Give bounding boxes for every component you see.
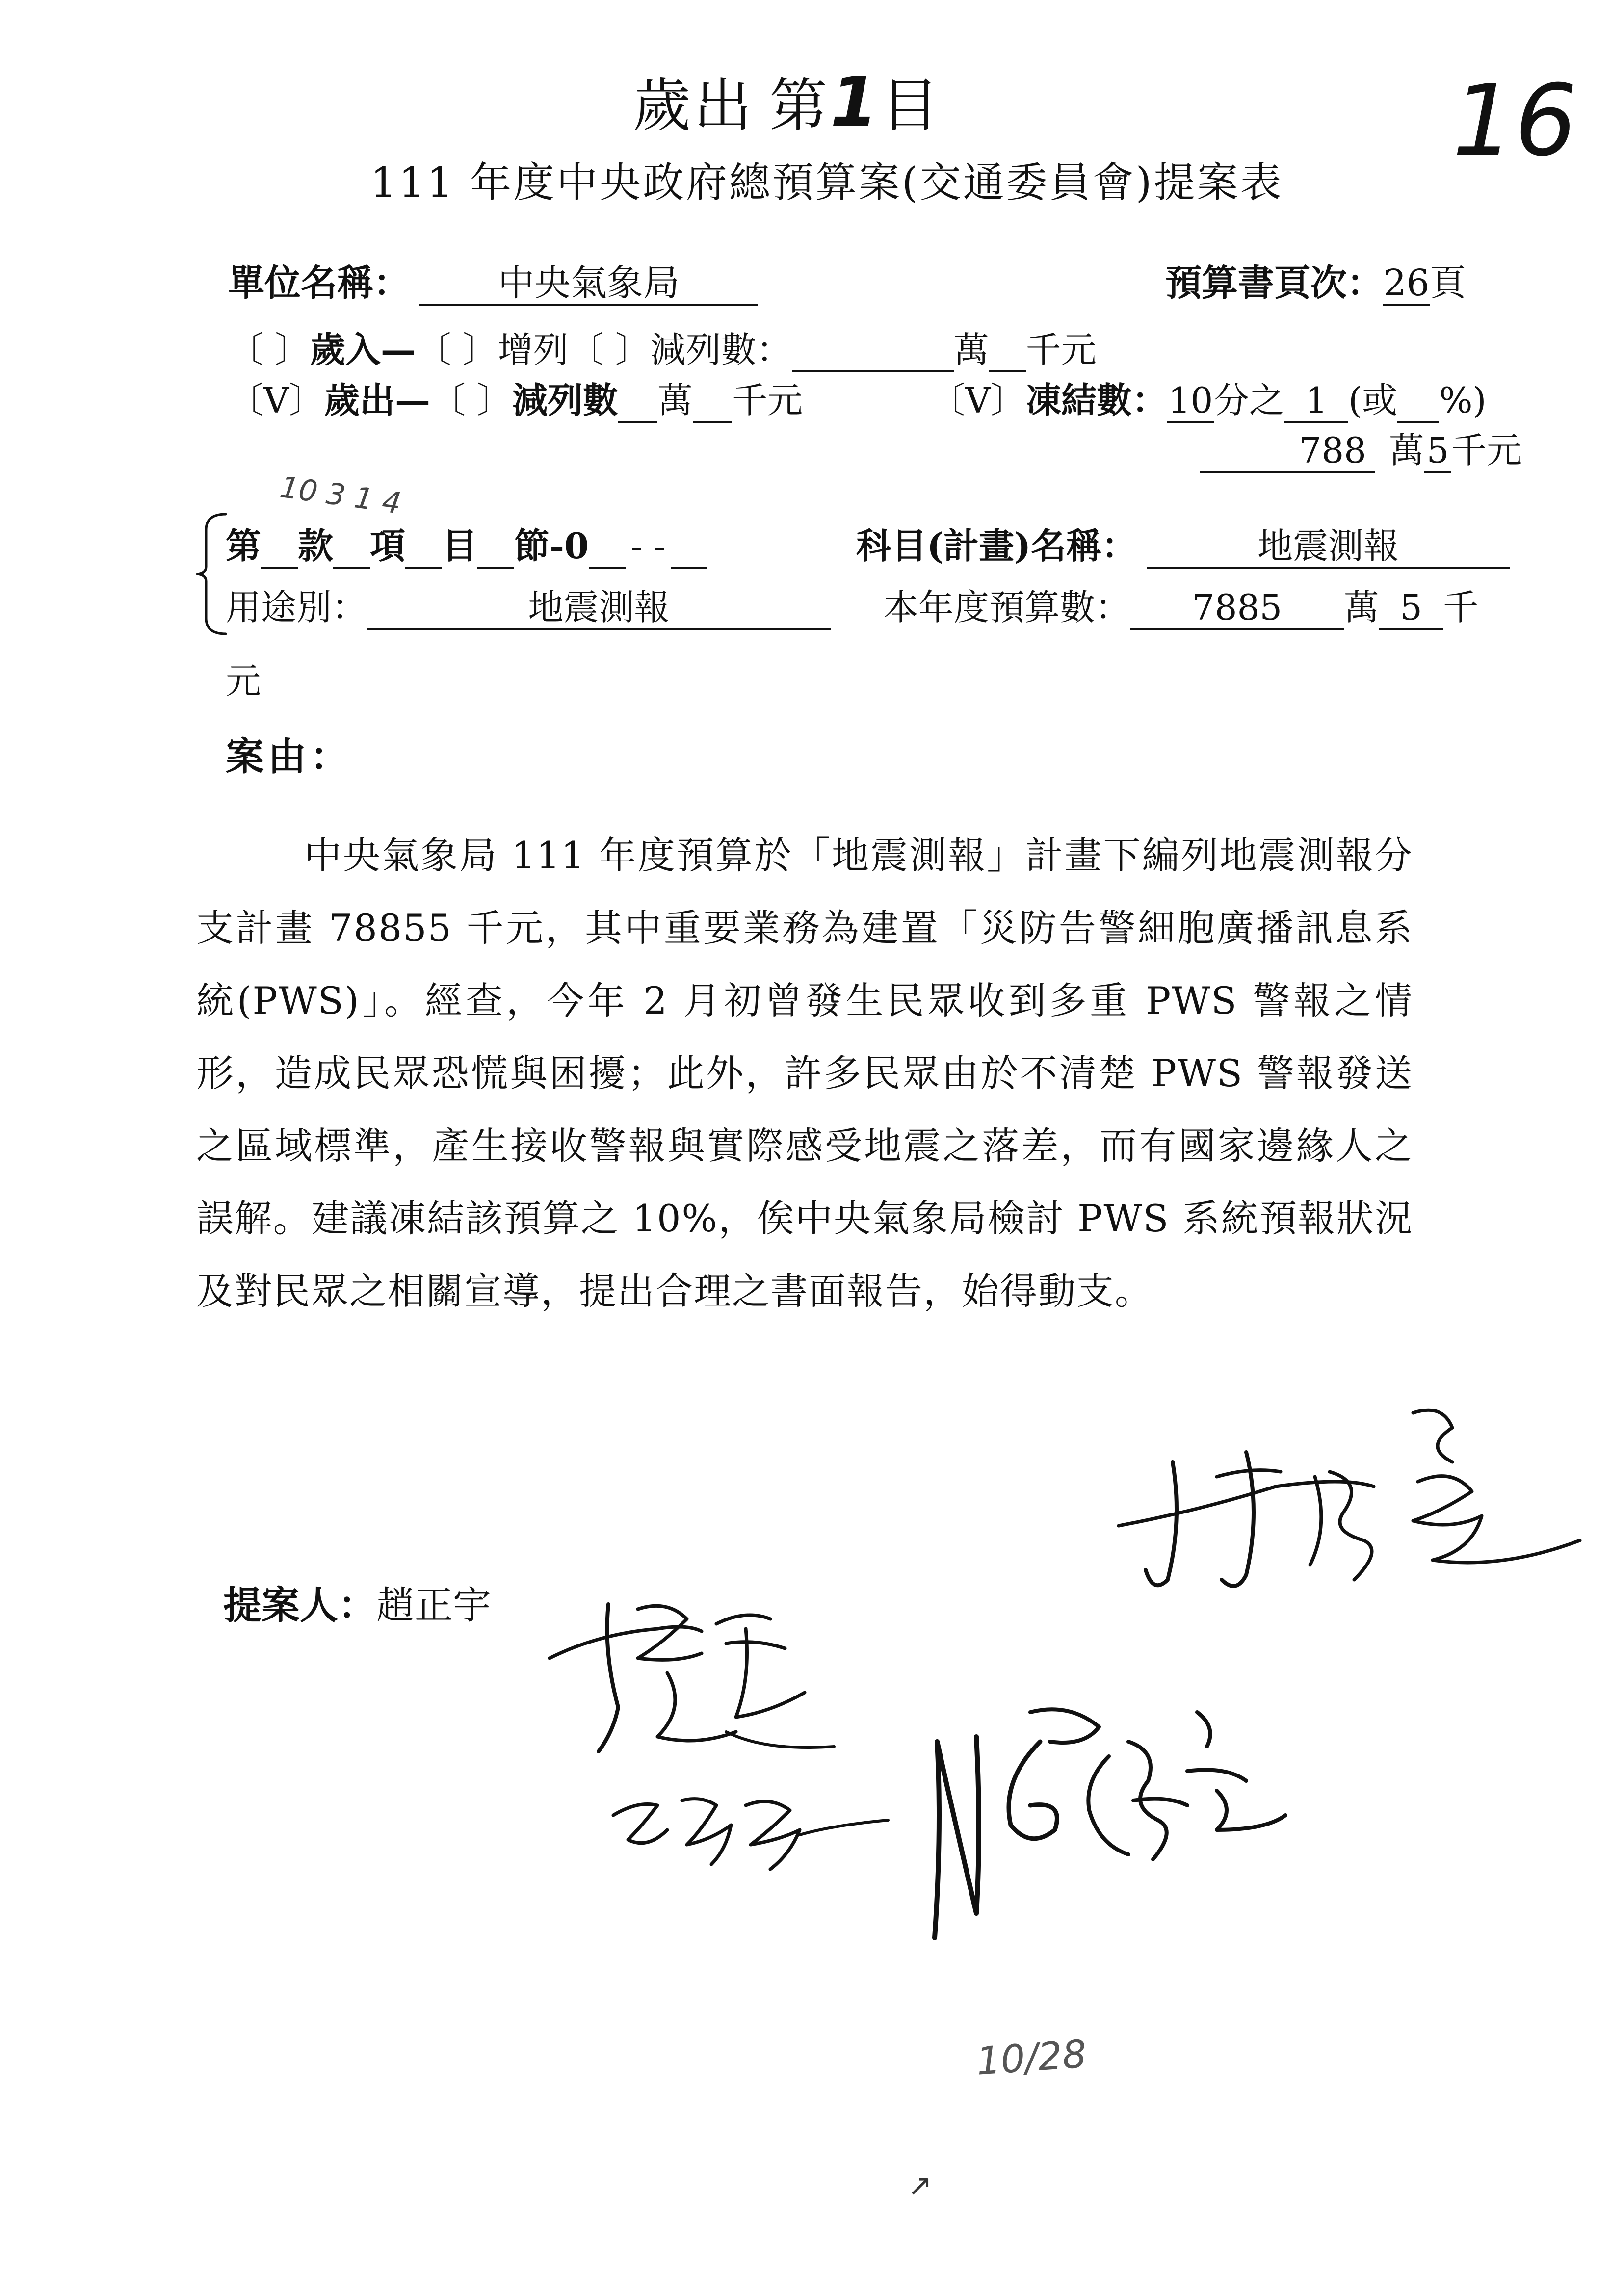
section-prefix: 歲出 xyxy=(633,72,755,139)
freeze-label: 凍結數： xyxy=(1026,379,1168,421)
signature-bottom-right xyxy=(922,1683,1305,1957)
classification-line xyxy=(226,518,707,569)
annual-budget-qian: 5 xyxy=(1379,587,1443,630)
freeze-fenzhi: 分之 xyxy=(1214,380,1285,421)
freeze-denominator: 10 xyxy=(1167,380,1214,423)
annual-budget-label: 本年度預算數： xyxy=(883,587,1131,628)
class-di: 第 xyxy=(226,525,262,567)
section-number: 1 xyxy=(830,62,881,142)
expense-decrease-check: 〔 〕 xyxy=(430,380,512,421)
class-xiang: 項 xyxy=(370,525,406,567)
proposer-line xyxy=(223,1575,491,1630)
subject-label: 科目(計畫)名稱： xyxy=(856,525,1137,567)
freeze-percent-blank xyxy=(1397,380,1439,423)
subject-value: 地震測報 xyxy=(1147,526,1510,569)
revenue-amount-blank xyxy=(792,330,954,372)
expense-qian-blank xyxy=(693,380,732,423)
freeze-qianyuan: 千元 xyxy=(1451,430,1522,471)
expense-wan-blank xyxy=(618,380,657,423)
signature-top-right xyxy=(1099,1364,1590,1599)
freeze-percent: %) xyxy=(1439,380,1487,421)
annual-budget-wan: 7885 xyxy=(1130,587,1344,630)
annual-budget-qian-unit: 千 xyxy=(1443,587,1479,628)
expense-decrease-label: 減列數 xyxy=(512,379,618,421)
unit-value: 中央氣象局 xyxy=(419,262,758,306)
freeze-checkbox: 〔V〕 xyxy=(930,380,1026,421)
page-number: 16 xyxy=(1452,64,1577,178)
subject-line xyxy=(856,518,1510,569)
revenue-decrease: 〔 〕減列數： xyxy=(568,329,792,370)
class-di-blank xyxy=(261,526,298,569)
unit-label: 單位名稱： xyxy=(228,262,410,304)
proposer-label: 提案人： xyxy=(223,1583,377,1628)
corner-mark: ↗ xyxy=(908,2168,933,2203)
class-dashes: - - xyxy=(630,525,666,567)
expense-label: 歲出— xyxy=(324,379,431,421)
usage-value: 地震測報 xyxy=(367,587,831,630)
signature-bottom-left xyxy=(603,1756,898,1879)
class-kuan: 款 xyxy=(298,525,334,567)
freeze-line xyxy=(930,372,1487,423)
page-title: 111 年度中央政府總預算案(交通委員會)提案表 xyxy=(370,158,1283,207)
budget-page-label: 預算書頁次： xyxy=(1165,262,1383,304)
budget-page-value: 26 xyxy=(1383,262,1430,306)
classification-bracket xyxy=(186,510,231,638)
freeze-wan: 萬 xyxy=(1389,430,1425,471)
freeze-amount-qian: 5 xyxy=(1424,430,1451,473)
revenue-checkbox: 〔 〕 xyxy=(228,329,310,370)
freeze-numerator: 1 xyxy=(1284,380,1348,423)
annual-budget-line xyxy=(883,579,1478,630)
class-xiang-blank xyxy=(405,526,442,569)
class-kuan-blank xyxy=(333,526,370,569)
reason-body: 中央氣象局 111 年度預算於「地震測報」計畫下編列地震測報分支計畫 78855 千元，其中重要業務為建置「災防告警細胞廣播訊息系統(PWS)」。經查，今年 2 月初曾發生民眾收到多重 PWS 警報之情形，造成民眾恐慌與困擾；此外，許多民眾由於不清楚 PWS 警報發送之區域標準，產生接收警報與實際感受地震之落差，而有國家邊緣人之誤解。建議凍結該預算之 10%，俟中央氣象局檢討 PWS 系統預報狀況及對民眾之相關宣導，提出合理之書面報告，始得動支。 xyxy=(196,834,1413,1313)
usage-label: 用途別： xyxy=(226,587,367,628)
freeze-amount-wan: 788 xyxy=(1200,430,1375,473)
proposer-name: 趙正宇 xyxy=(376,1584,492,1628)
classification-handwritten-note: 10 3 1 4 xyxy=(278,470,403,521)
class-last-blank xyxy=(671,526,707,569)
unit-row xyxy=(228,254,758,306)
revenue-qianyuan: 千元 xyxy=(1025,329,1097,370)
usage-line xyxy=(226,579,831,630)
class-mu-blank xyxy=(477,526,514,569)
revenue-increase: 〔 〕增列 xyxy=(416,329,569,370)
date-note: 10/28 xyxy=(975,2032,1088,2084)
expense-wan: 萬 xyxy=(657,380,693,421)
freeze-or: (或 xyxy=(1348,380,1398,421)
revenue-label: 歲入— xyxy=(310,329,416,370)
budget-page-unit: 頁 xyxy=(1430,262,1466,304)
class-mu: 目 xyxy=(442,525,478,567)
class-jie: 節-0 xyxy=(514,525,589,567)
annual-budget-wan-unit: 萬 xyxy=(1344,587,1380,628)
expense-qianyuan: 千元 xyxy=(732,380,803,421)
revenue-qian-blank xyxy=(989,330,1026,372)
expense-line xyxy=(228,372,803,423)
section-mu: 目 xyxy=(881,72,942,139)
revenue-line xyxy=(228,321,1097,372)
section-di: 第 xyxy=(769,72,831,139)
revenue-wan: 萬 xyxy=(953,329,989,370)
section-heading xyxy=(633,59,942,142)
annual-budget-yuan: 元 xyxy=(226,660,262,702)
class-jie-blank xyxy=(589,526,626,569)
freeze-amount-line xyxy=(1200,422,1522,473)
reason-heading: 案由： xyxy=(226,734,353,779)
signature-center-left xyxy=(540,1545,844,1766)
budget-page-row xyxy=(1165,254,1466,306)
expense-checkbox: 〔V〕 xyxy=(228,380,324,421)
